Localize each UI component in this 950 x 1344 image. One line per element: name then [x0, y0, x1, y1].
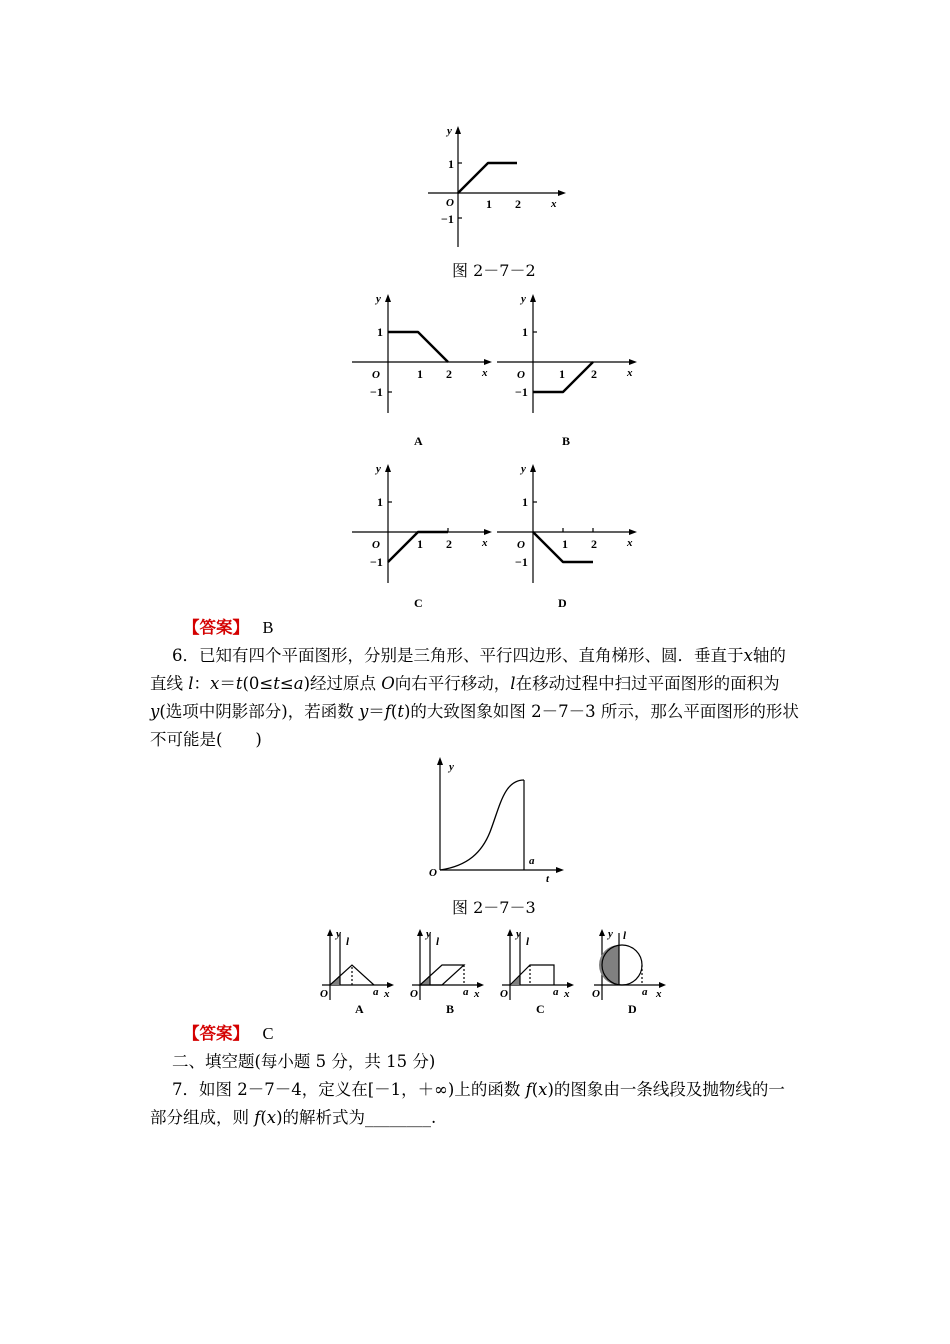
figure-2-7-2 — [420, 120, 570, 255]
svg-text:1: 1 — [559, 367, 565, 381]
svg-text:2: 2 — [591, 367, 597, 381]
figure-caption-273: 图 2－7－3 — [452, 898, 536, 917]
svg-text:2: 2 — [591, 537, 597, 551]
svg-text:O: O — [372, 369, 380, 381]
svg-text:O: O — [500, 988, 508, 1000]
option-graph-d — [495, 458, 645, 588]
svg-text:x: x — [474, 988, 480, 1000]
svg-text:O: O — [517, 539, 525, 551]
option-shape-a — [310, 925, 400, 1005]
svg-text:a: a — [553, 986, 559, 998]
svg-text:2: 2 — [446, 537, 452, 551]
svg-text:−1: −1 — [370, 555, 383, 569]
svg-text:1: 1 — [417, 367, 423, 381]
question-6-line-4: 不可能是( ) — [150, 730, 262, 749]
svg-text:x: x — [627, 537, 633, 549]
svg-text:y: y — [449, 761, 454, 773]
question-7-line-2: 部分组成，则 f(x)的解析式为________. — [150, 1108, 437, 1127]
tick-x1: 1 — [486, 197, 492, 211]
svg-text:y: y — [336, 928, 341, 940]
option-label-c: C — [414, 596, 423, 610]
svg-text:y: y — [376, 463, 381, 475]
answer-5 — [183, 614, 274, 642]
question-6-line-2: 直线 l：x＝t(0≤t≤a)经过原点 O向右平行移动，l在移动过程中扫过平面图形的面积为 — [150, 674, 780, 693]
option-shape-d — [582, 925, 672, 1005]
svg-text:y: y — [521, 293, 526, 305]
option-label-a: A — [414, 434, 423, 448]
svg-text:1: 1 — [377, 325, 383, 339]
svg-text:l: l — [623, 930, 627, 942]
option-graph-c — [350, 458, 500, 588]
svg-text:a: a — [642, 986, 648, 998]
svg-text:1: 1 — [377, 495, 383, 509]
svg-text:x: x — [564, 988, 570, 1000]
svg-text:x: x — [482, 537, 488, 549]
svg-text:1: 1 — [417, 537, 423, 551]
tick-y1: 1 — [448, 157, 454, 171]
answer-6: 【答案】 C — [183, 1024, 274, 1043]
svg-text:a: a — [373, 986, 379, 998]
figure-2-7-3 — [420, 752, 570, 887]
svg-text:l: l — [346, 936, 350, 948]
x-axis-label: x — [551, 198, 557, 210]
question-7-line-1: 7．如图 2－7－4，定义在[－1，＋∞)上的函数 f(x)的图象由一条线段及抛物线的一 — [172, 1080, 785, 1099]
svg-text:1: 1 — [522, 495, 528, 509]
svg-text:−1: −1 — [370, 385, 383, 399]
svg-text:a: a — [463, 986, 469, 998]
question-6-line-3: y(选项中阴影部分)，若函数 y＝f(t)的大致图象如图 2－7－3 所示，那么平面图形的形状 — [150, 702, 799, 721]
svg-text:O: O — [592, 988, 600, 1000]
svg-text:1: 1 — [562, 537, 568, 551]
tick-ym1: −1 — [441, 212, 454, 226]
svg-text:O: O — [372, 539, 380, 551]
figure-caption-272: 图 2－7－2 — [452, 261, 536, 280]
option2-label-a: A — [355, 1002, 364, 1016]
svg-text:y: y — [521, 463, 526, 475]
svg-text:1: 1 — [522, 325, 528, 339]
svg-text:l: l — [526, 936, 530, 948]
tick-x2: 2 — [515, 197, 521, 211]
option2-label-c: C — [536, 1002, 545, 1016]
svg-text:x: x — [627, 367, 633, 379]
option2-label-d: D — [628, 1002, 637, 1016]
svg-text:x: x — [656, 988, 662, 1000]
option-graph-b — [495, 288, 645, 418]
svg-text:−1: −1 — [515, 385, 528, 399]
svg-text:t: t — [546, 873, 550, 885]
svg-text:y: y — [426, 928, 431, 940]
svg-text:2: 2 — [446, 367, 452, 381]
svg-text:y: y — [516, 928, 521, 940]
svg-text:a: a — [529, 855, 535, 867]
y-axis-label: y — [447, 125, 452, 137]
answer-tag: 【答案】 — [183, 618, 241, 637]
svg-text:l: l — [436, 936, 440, 948]
option-shape-b — [400, 925, 490, 1005]
svg-text:O: O — [517, 369, 525, 381]
section-title: 二、填空题(每小题 5 分，共 15 分) — [172, 1052, 436, 1071]
svg-text:y: y — [608, 928, 613, 940]
svg-text:−1: −1 — [515, 555, 528, 569]
option-shape-c — [490, 925, 580, 1005]
option-graph-a — [350, 288, 500, 418]
svg-text:x: x — [384, 988, 390, 1000]
option2-label-b: B — [446, 1002, 455, 1016]
svg-text:O: O — [410, 988, 418, 1000]
svg-text:x: x — [482, 367, 488, 379]
svg-text:y: y — [376, 293, 381, 305]
answer-value: B — [262, 618, 274, 637]
svg-text:O: O — [320, 988, 328, 1000]
option-label-d: D — [558, 596, 567, 610]
origin-label: O — [446, 197, 454, 209]
option-label-b: B — [562, 434, 571, 448]
svg-text:O: O — [429, 867, 437, 879]
question-6-line-1: 6．已知有四个平面图形，分别是三角形、平行四边形、直角梯形、圆．垂直于x轴的 — [172, 646, 786, 665]
